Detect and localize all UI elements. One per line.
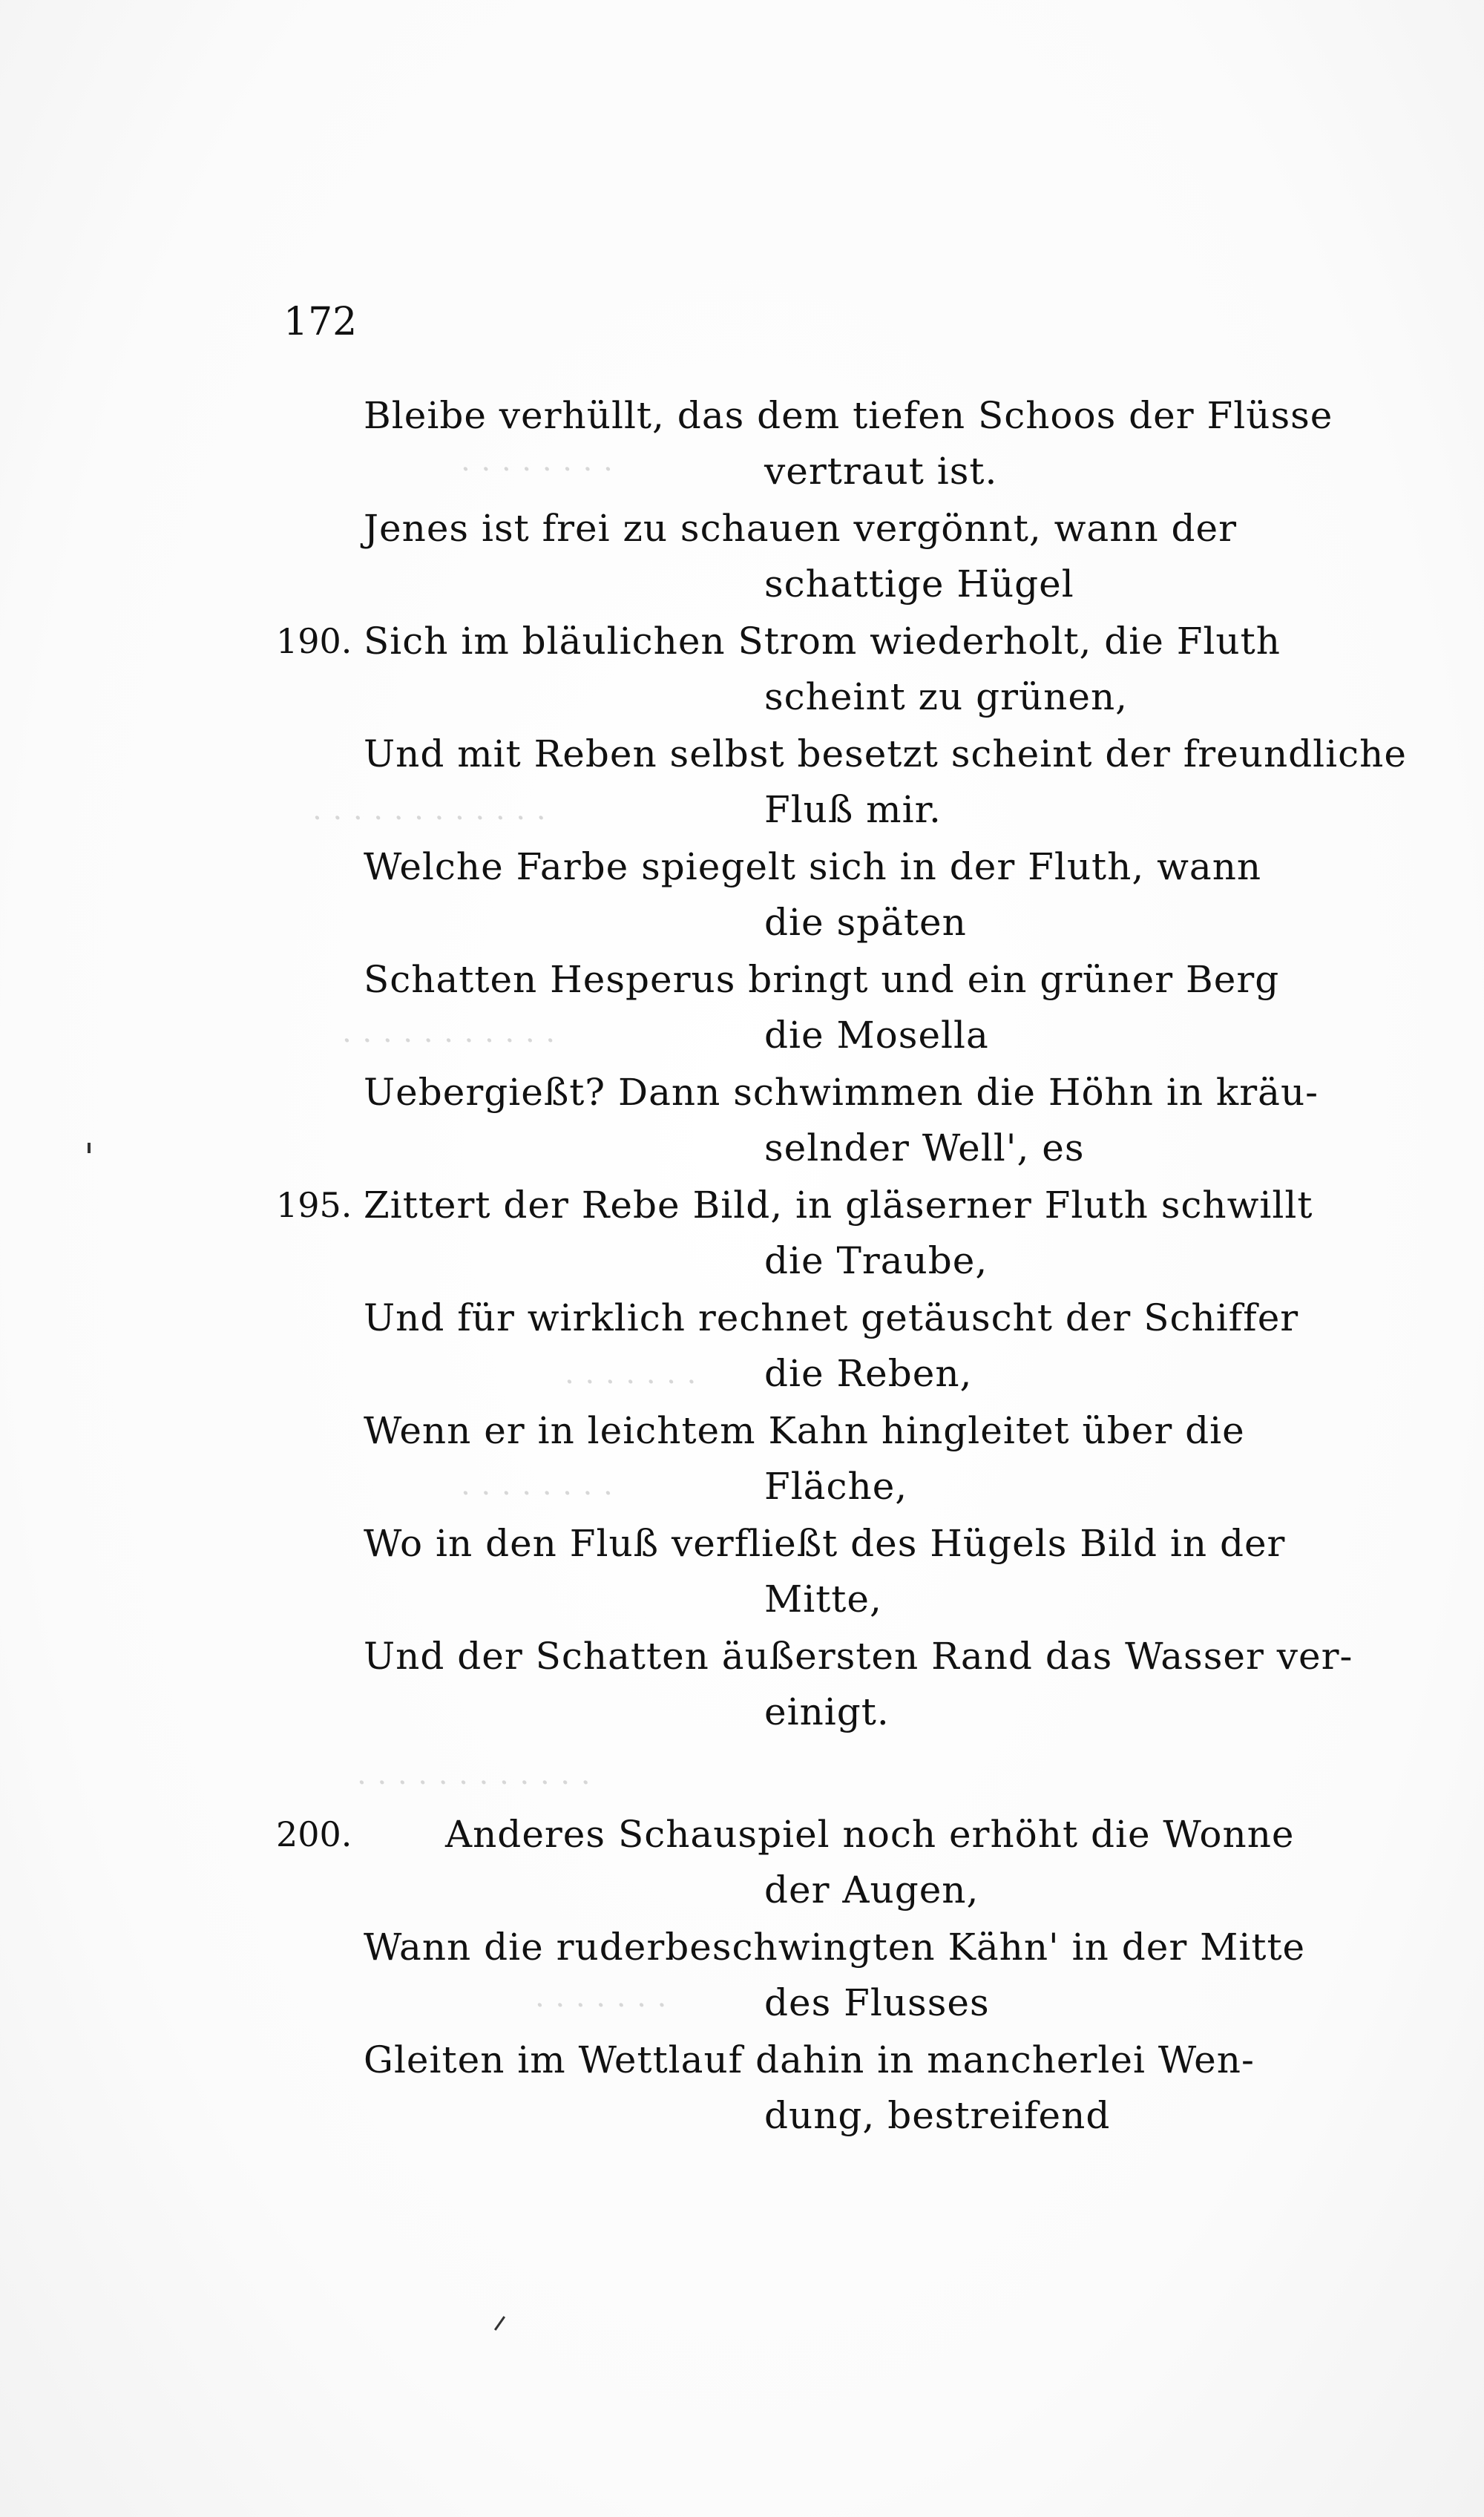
verse-continuation: die späten (764, 901, 967, 944)
bleed-through-text: · · · · · · · (534, 1989, 667, 2023)
verse-line: Welche Farbe spiegelt sich in der Fluth, wann (364, 845, 1262, 888)
verse-line: Und für wirklich rechnet getäuscht der Schiffer (364, 1296, 1299, 1339)
stray-mark (494, 2316, 505, 2331)
verse-line: Wo in den Fluß verfließt des Hügels Bild in der (364, 1522, 1286, 1565)
verse-line: Und der Schatten äußersten Rand das Wasser ver- (364, 1635, 1353, 1678)
verse-continuation: die Mosella (764, 1014, 989, 1057)
bleed-through-text: · · · · · · · · · · · · (312, 801, 546, 836)
verse-line: Jenes ist frei zu schauen vergönnt, wann der (364, 507, 1238, 550)
verse-continuation: des Flusses (764, 1981, 990, 2024)
verse-line: Wann die ruderbeschwingten Kähn' in der Mitte (364, 1926, 1306, 1969)
verse-line: Uebergießt? Dann schwimmen die Höhn in kräu- (364, 1071, 1319, 1114)
verse-line: Und mit Reben selbst besetzt scheint der freundliche (364, 732, 1407, 775)
stray-mark (88, 1143, 91, 1153)
verse-continuation: Fläche, (764, 1465, 908, 1508)
verse-line: Gleiten im Wettlauf dahin in mancherlei Wen- (364, 2038, 1255, 2081)
verse-continuation: dung, bestreifend (764, 2094, 1111, 2137)
bleed-through-text: · · · · · · · · · · · · (356, 1766, 591, 1800)
verse-continuation: der Augen, (764, 1868, 979, 1911)
verse-continuation: schattige Hügel (764, 562, 1074, 606)
verse-line: Sich im bläulichen Strom wiederholt, die Fluth (364, 620, 1281, 663)
verse-number: 200. (276, 1814, 352, 1854)
verse-number: 190. (276, 621, 352, 661)
bleed-through-text: · · · · · · · (564, 1365, 697, 1399)
verse-line: Bleibe verhüllt, das dem tiefen Schoos der Flüsse (364, 394, 1333, 437)
verse-continuation: Mitte, (764, 1578, 882, 1621)
verse-continuation: Fluß mir. (764, 788, 942, 831)
verse-number: 195. (276, 1185, 352, 1225)
page-number: 172 (283, 300, 358, 344)
verse-continuation: einigt. (764, 1690, 890, 1733)
bleed-through-text: · · · · · · · · (460, 1477, 613, 1511)
verse-continuation: vertraut ist. (764, 450, 998, 493)
verse-continuation: die Traube, (764, 1239, 988, 1282)
verse-continuation: die Reben, (764, 1352, 973, 1395)
bleed-through-text: · · · · · · · · · · · (341, 1024, 556, 1058)
verse-line: Zittert der Rebe Bild, in gläserner Fluth schwillt (364, 1184, 1313, 1227)
verse-continuation: scheint zu grünen, (764, 675, 1129, 718)
verse-line: Wenn er in leichtem Kahn hingleitet über die (364, 1409, 1245, 1452)
verse-line: Schatten Hesperus bringt und ein grüner Berg (364, 958, 1280, 1001)
bleed-through-text: · · · · · · · · (460, 453, 613, 487)
verse-line: Anderes Schauspiel noch erhöht die Wonne (445, 1813, 1295, 1856)
verse-continuation: selnder Well', es (764, 1126, 1085, 1169)
